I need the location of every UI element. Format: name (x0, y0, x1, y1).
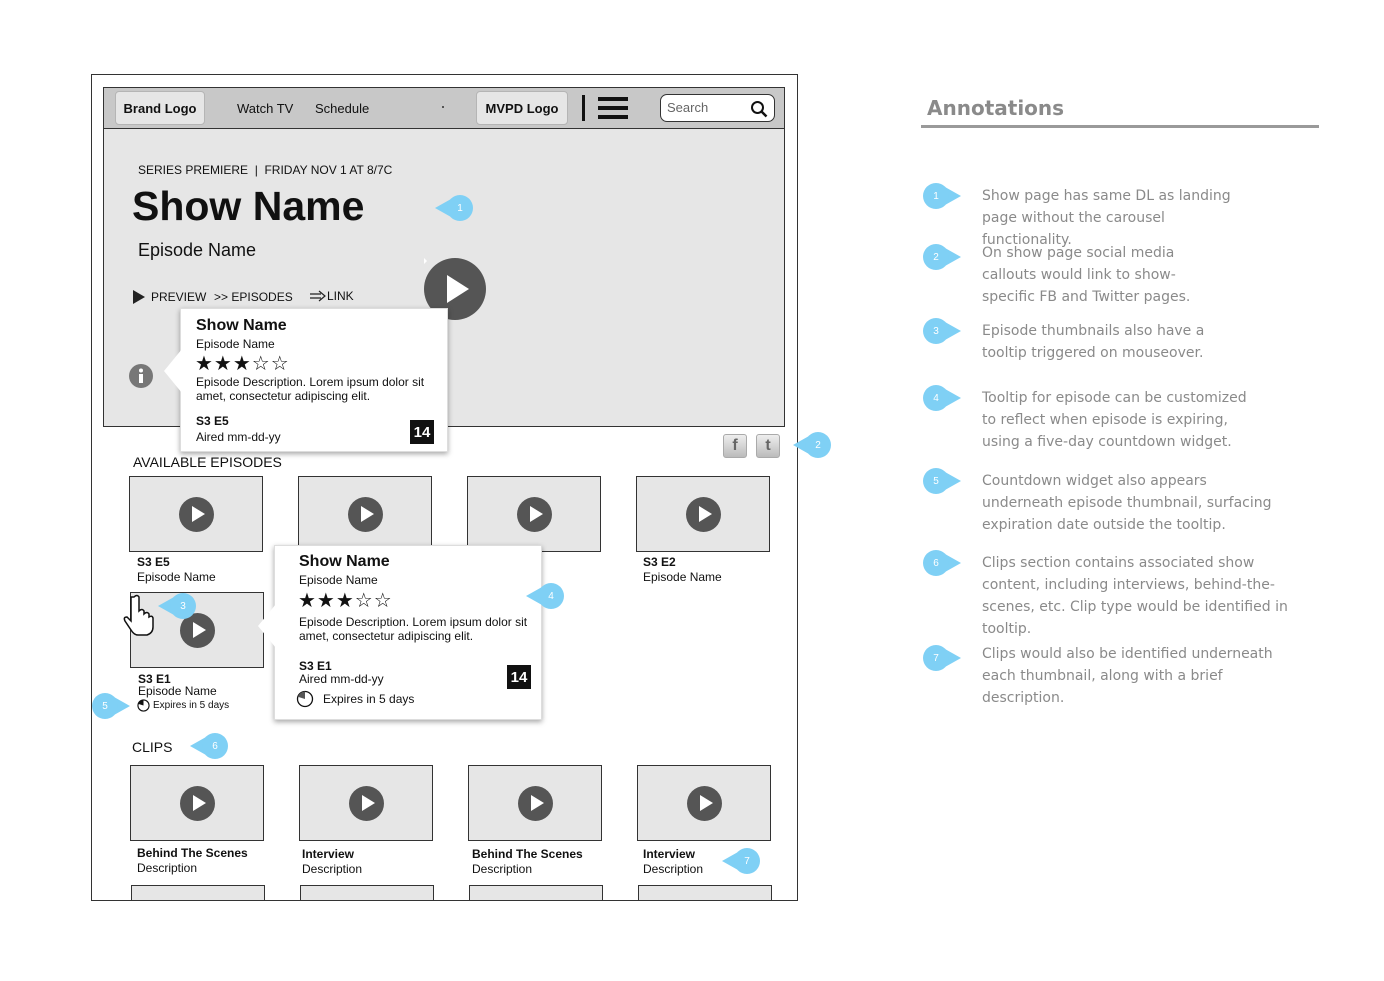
annotation-badge: 7 (923, 645, 961, 671)
callout-badge-5: 5 (92, 693, 130, 719)
episode-tooltip (274, 545, 542, 720)
hamburger-menu-icon[interactable] (598, 97, 628, 119)
link-label: LINK (327, 289, 354, 303)
preview-link[interactable] (133, 290, 206, 304)
tooltip-show-name: Show Name (196, 317, 287, 334)
arrow-right-icon (309, 290, 327, 302)
clip-thumbnail[interactable] (468, 765, 602, 841)
episode-code: S3 E1 (138, 672, 171, 686)
play-button-icon[interactable] (349, 786, 384, 821)
episode-thumbnail[interactable] (129, 476, 263, 552)
annotation-badge: 1 (923, 183, 961, 209)
facebook-icon[interactable]: f (723, 434, 747, 458)
annotation-badge: 6 (923, 550, 961, 576)
annotation-badge: 5 (923, 468, 961, 494)
search-input[interactable] (660, 94, 775, 122)
episode-code: S3 E2 (643, 555, 676, 569)
clips-heading: CLIPS (132, 739, 173, 755)
tooltip-description: Episode Description. Lorem ipsum dolor sit amet, consectetur adipiscing elit. (299, 615, 528, 643)
play-button-icon[interactable] (686, 497, 721, 532)
tv-rating-icon: 14 (410, 420, 434, 444)
tooltip-episode-name: Episode Name (196, 337, 275, 351)
clip-thumbnail[interactable] (638, 885, 772, 901)
annotation-text: Clips section contains associated show content, including interviews, behind-the-scenes, etc. Clip type would be identified in tooltip. (982, 555, 1288, 637)
clip-thumbnail[interactable] (130, 765, 264, 841)
annotation-text: Episode thumbnails also have a tooltip triggered on mouseover. (982, 323, 1205, 361)
episode-thumbnail[interactable] (298, 476, 432, 552)
tooltip-expiry-countdown (296, 690, 414, 708)
tooltip-description: Episode Description. Lorem ipsum dolor sit amet, consectetur adipiscing elit. (196, 375, 425, 403)
countdown-pie-icon (296, 690, 314, 708)
clip-description: Description (472, 862, 533, 876)
nav-link-schedule[interactable]: Schedule (315, 101, 370, 116)
clip-thumbnail[interactable] (299, 765, 433, 841)
star-rating: ★★★☆☆ (195, 351, 290, 375)
callout-badge-2: 2 (793, 432, 831, 458)
annotation-badge: 3 (923, 318, 961, 344)
clip-thumbnail[interactable] (131, 885, 265, 901)
tooltip-aired-date: Aired mm-dd-yy (299, 672, 384, 686)
callout-badge-7: 7 (722, 848, 760, 874)
star-rating: ★★★☆☆ (298, 588, 393, 612)
episode-code: S3 E5 (137, 555, 170, 569)
episode-name: Episode Name (137, 570, 216, 584)
tooltip-show-name: Show Name (299, 553, 390, 570)
clip-type: Interview (302, 847, 355, 861)
expiry-label: Expires in 5 days (153, 700, 230, 711)
annotation-badge: 2 (923, 244, 961, 270)
annotation-text: Countdown widget also appears underneath episode thumbnail, surfacing expiration date outside the tooltip. (982, 473, 1272, 533)
episode-thumbnail[interactable] (467, 476, 601, 552)
annotations-divider (921, 125, 1319, 128)
annotation-text: Show page has same DL as landing page without the carousel functionality. (982, 188, 1231, 248)
annotation-text: Clips would also be identified underneath each thumbnail, along with a brief description. (982, 646, 1273, 706)
top-nav (103, 87, 785, 129)
mvpd-logo[interactable]: MVPD Logo (476, 91, 568, 125)
hero-kicker: SERIES PREMIERE | FRIDAY NOV 1 AT 8/7C (138, 163, 393, 177)
tooltip-episode-code: S3 E5 (196, 414, 229, 428)
clip-description: Description (302, 862, 363, 876)
tooltip-pointer (258, 604, 276, 648)
clip-thumbnail[interactable] (469, 885, 603, 901)
play-button-icon[interactable] (179, 497, 214, 532)
nav-dot (442, 106, 444, 108)
clip-description: Description (643, 862, 704, 876)
info-icon[interactable] (129, 364, 153, 388)
annotations-title: Annotations (927, 96, 1065, 120)
episode-thumbnail[interactable] (636, 476, 770, 552)
clip-type: Behind The Scenes (137, 846, 248, 860)
clip-type: Interview (643, 847, 696, 861)
search-icon[interactable] (750, 100, 768, 118)
brand-logo[interactable]: Brand Logo (115, 91, 205, 125)
play-button-icon[interactable] (687, 786, 722, 821)
episodes-link[interactable]: >> EPISODES (214, 290, 293, 304)
hero-episode-name: Episode Name (138, 240, 257, 260)
play-button-icon[interactable] (517, 497, 552, 532)
annotation-text: On show page social media callouts would link to show-specific FB and Twitter pages. (982, 245, 1191, 305)
tooltip-pointer (164, 349, 182, 393)
tooltip-expiry-label: Expires in 5 days (323, 692, 415, 706)
callout-badge-3: 3 (158, 593, 196, 619)
play-triangle-icon (133, 290, 145, 304)
callout-badge-1: 1 (435, 195, 473, 221)
play-button-icon[interactable] (348, 497, 383, 532)
twitter-icon[interactable]: t (756, 434, 780, 458)
tv-rating-icon: 14 (507, 665, 531, 689)
clip-thumbnail[interactable] (637, 765, 771, 841)
callout-badge-4: 4 (526, 583, 564, 609)
annotation-badge: 4 (923, 385, 961, 411)
countdown-pie-icon (137, 699, 150, 712)
expiry-countdown (137, 699, 229, 712)
hero-show-name: Show Name (132, 183, 365, 229)
hero-episode-tooltip (180, 308, 448, 452)
clip-type: Behind The Scenes (472, 847, 583, 861)
episodes-heading: AVAILABLE EPISODES (133, 454, 282, 470)
nav-divider (582, 95, 585, 121)
annotation-text: Tooltip for episode can be customized to reflect when episode is expiring, using a five-day countdown widget. (982, 390, 1247, 450)
clip-thumbnail[interactable] (300, 885, 434, 901)
hand-cursor-icon (122, 594, 158, 636)
play-button-icon[interactable] (518, 786, 553, 821)
tooltip-episode-code: S3 E1 (299, 659, 332, 673)
nav-link-watch-tv[interactable]: Watch TV (237, 101, 294, 116)
tooltip-aired-date: Aired mm-dd-yy (196, 430, 281, 444)
callout-badge-6: 6 (190, 733, 228, 759)
play-button-icon[interactable] (180, 786, 215, 821)
preview-label: PREVIEW (151, 290, 207, 304)
external-link[interactable] (309, 289, 354, 303)
episode-name: Episode Name (138, 684, 217, 698)
search-placeholder: Search (667, 100, 709, 115)
episode-name: Episode Name (643, 570, 722, 584)
clip-description: Description (137, 861, 198, 875)
tooltip-episode-name: Episode Name (299, 573, 378, 587)
